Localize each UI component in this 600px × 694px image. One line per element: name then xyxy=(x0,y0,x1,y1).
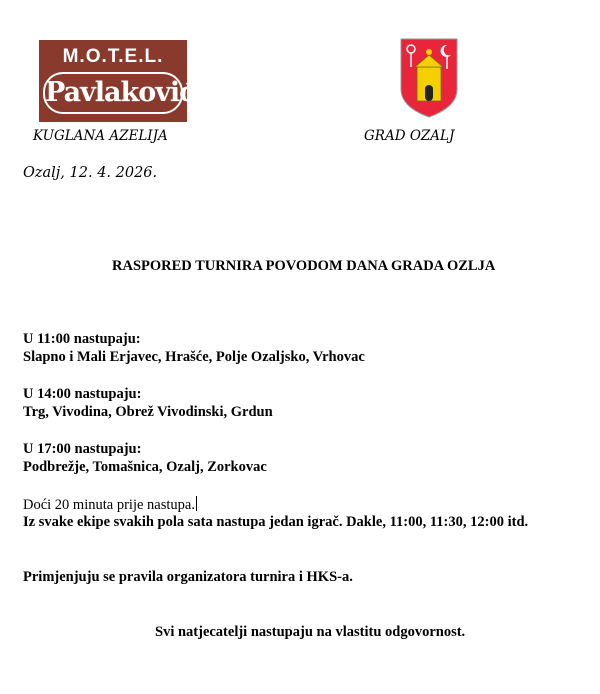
schedule-teams: Slapno i Mali Erjavec, Hrašće, Polje Ozaljsko, Vrhovac xyxy=(23,349,365,365)
document-date: Ozalj, 12. 4. 2026. xyxy=(23,165,158,181)
grad-ozalj-crest-icon xyxy=(399,37,459,119)
arrival-note[interactable]: Doći 20 minuta prije nastupa. xyxy=(23,496,197,514)
responsibility-note: Svi natjecatelji nastupaju na vlastitu odgovornost. xyxy=(155,624,466,640)
text-cursor xyxy=(196,496,198,511)
schedule-teams: Trg, Vivodina, Obrež Vivodinski, Grdun xyxy=(23,404,273,420)
rules-note: Primjenjuju se pravila organizatora turnira i HKS-a. xyxy=(23,569,353,585)
motel-pavlakovic-logo: M.O.T.E.L. Pavlaković xyxy=(39,40,187,122)
grad-label: GRAD OZALJ xyxy=(364,128,455,144)
schedule-time: U 14:00 nastupaju: xyxy=(23,386,142,402)
schedule-time: U 17:00 nastupaju: xyxy=(23,441,142,457)
document-title: RASPORED TURNIRA POVODOM DANA GRADA OZLJA xyxy=(112,258,496,274)
schedule-time: U 11:00 nastupaju: xyxy=(23,331,141,347)
schedule-teams: Podbrežje, Tomašnica, Ozalj, Zorkovac xyxy=(23,459,267,475)
kuglana-label: KUGLANA AZELIJA xyxy=(33,128,168,144)
player-rule-note: Iz svake ekipe svakih pola sata nastupa jedan igrač. Dakle, 11:00, 11:30, 12:00 itd. xyxy=(23,514,529,530)
